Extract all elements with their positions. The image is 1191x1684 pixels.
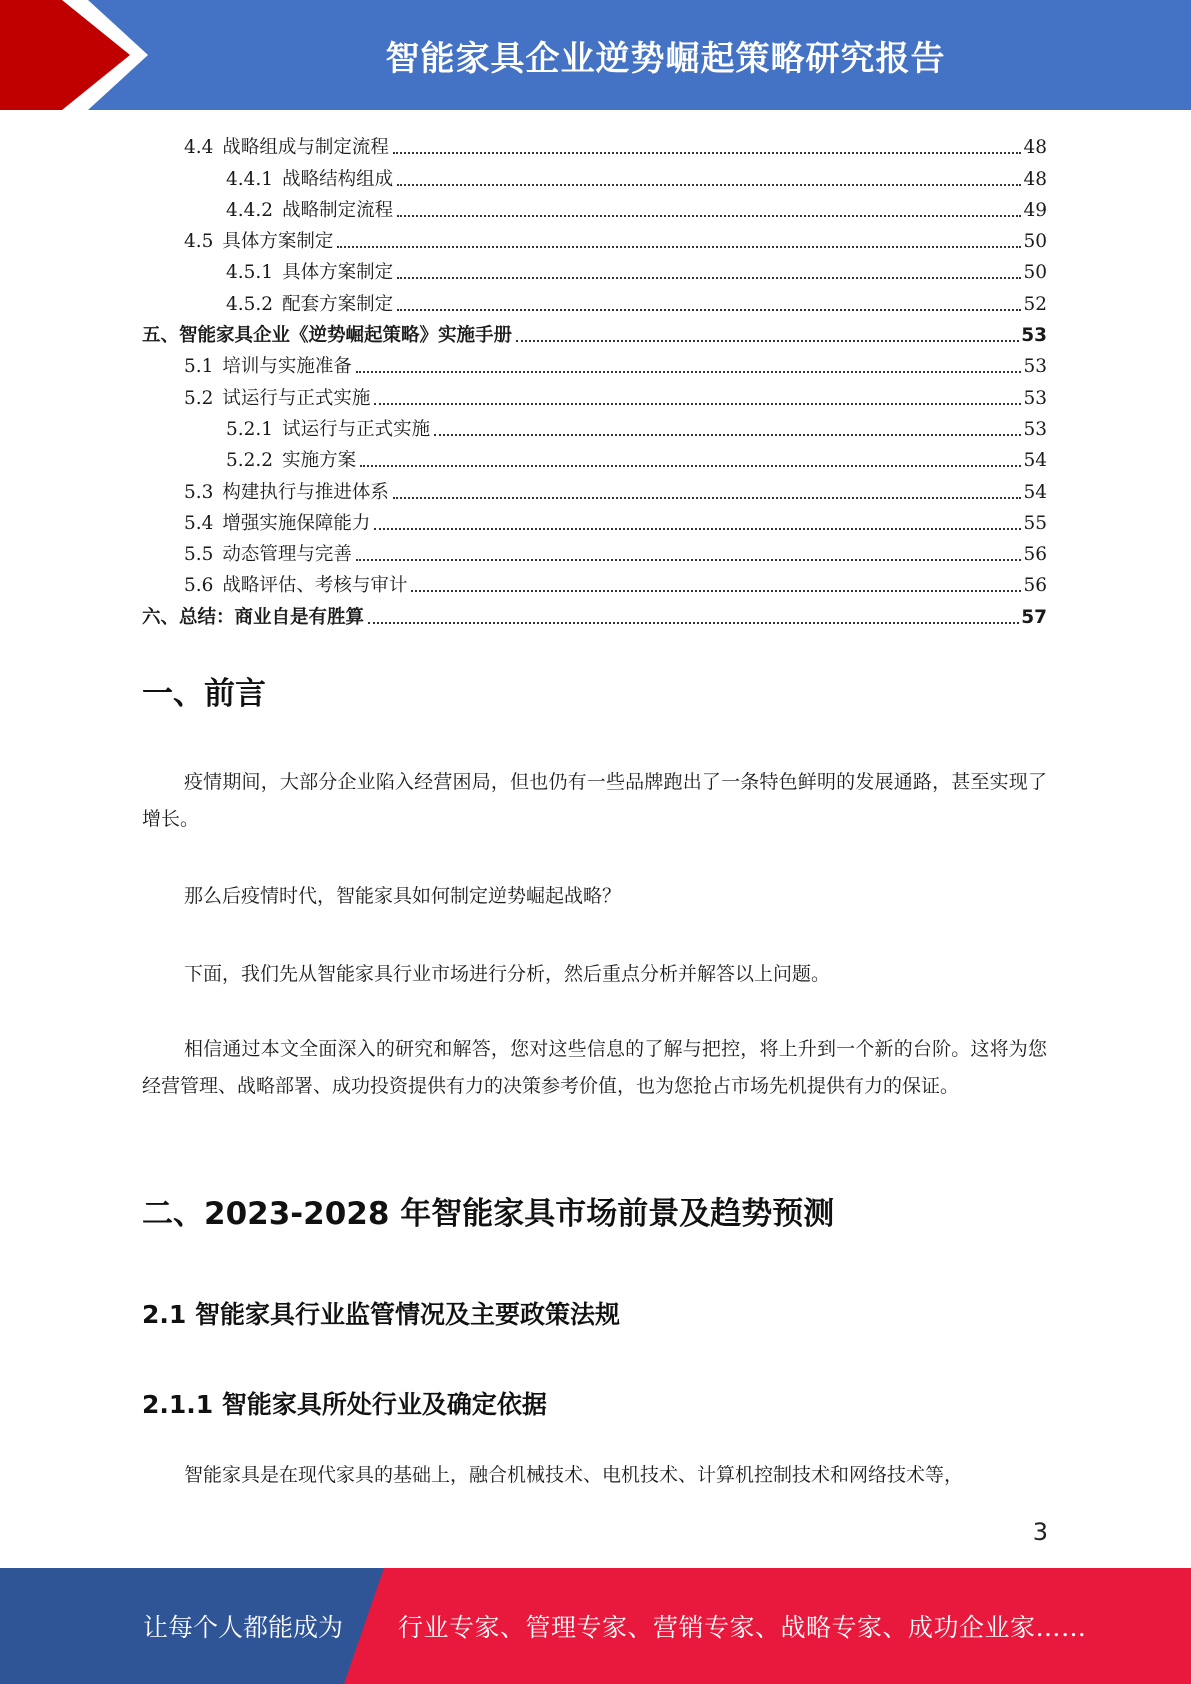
toc-entry-number: 5.6 — [184, 575, 214, 597]
toc-entry[interactable] — [142, 410, 1047, 441]
toc-entry-page: 49 — [1023, 199, 1047, 221]
arrow-logo-icon — [0, 0, 160, 110]
toc-dot-leader — [516, 340, 1019, 342]
toc-entry-page: 53 — [1023, 418, 1047, 440]
toc-entry-number: 5.2 — [184, 387, 214, 409]
toc-entry[interactable] — [142, 253, 1047, 284]
toc-entry[interactable] — [142, 316, 1047, 347]
toc-entry[interactable] — [142, 159, 1047, 190]
toc-dot-leader — [434, 434, 1021, 436]
toc-entry-number: 5.2.2 — [226, 450, 274, 472]
toc-entry[interactable] — [142, 378, 1047, 409]
toc-entry-page: 55 — [1023, 512, 1047, 534]
toc-dot-leader — [368, 622, 1019, 624]
toc-entry[interactable] — [142, 441, 1047, 472]
toc-entry-title: 构建执行与推进体系 — [222, 481, 389, 503]
toc-entry-title: 配套方案制定 — [282, 293, 394, 315]
toc-entry-number: 5.2.1 — [226, 418, 274, 440]
section-2-1-1-paragraph: 智能家具是在现代家具的基础上，融合机械技术、电机技术、计算机控制技术和网络技术等， — [184, 1464, 964, 1486]
toc-entry-title: 战略制定流程 — [282, 199, 394, 221]
toc-entry-title: 增强实施保障能力 — [222, 512, 371, 534]
toc-entry[interactable] — [142, 284, 1047, 315]
toc-entry-page: 57 — [1021, 606, 1047, 628]
toc-entry-title: 动态管理与完善 — [222, 544, 352, 566]
report-title: 智能家具企业逆势崛起策略研究报告 — [385, 38, 946, 79]
toc-entry-number: 5.4 — [184, 512, 214, 534]
toc-dot-leader — [397, 184, 1021, 186]
toc-entry-number: 4.4 — [184, 137, 214, 159]
toc-entry[interactable] — [142, 566, 1047, 597]
chapter-2-heading: 二、2023-2028 年智能家具市场前景及趋势预测 — [142, 1196, 835, 1232]
toc-entry-number: 5.3 — [184, 481, 214, 503]
preface-paragraph: 那么后疫情时代，智能家具如何制定逆势崛起战略？ — [184, 885, 622, 907]
toc-entry-title: 具体方案制定 — [222, 231, 334, 253]
toc-entry-page: 54 — [1023, 481, 1047, 503]
toc-entry[interactable] — [142, 128, 1047, 159]
toc-dot-leader — [411, 590, 1021, 592]
toc-dot-leader — [393, 152, 1022, 154]
section-2-1-heading: 2.1 智能家具行业监管情况及主要政策法规 — [142, 1300, 620, 1329]
toc-entry-number: 4.4.2 — [226, 199, 274, 221]
toc-entry[interactable] — [142, 535, 1047, 566]
toc-entry-number: 4.4.1 — [226, 168, 274, 190]
toc-entry-title: 培训与实施准备 — [222, 356, 352, 378]
toc-entry[interactable] — [142, 472, 1047, 503]
preface-heading: 一、前言 — [142, 676, 266, 712]
toc-entry-page: 53 — [1023, 387, 1047, 409]
footer-slogan-left: 让每个人都能成为 — [143, 1613, 344, 1642]
toc-dot-leader — [397, 309, 1021, 311]
page-header — [0, 0, 1191, 110]
toc-entry-page: 53 — [1023, 356, 1047, 378]
section-2-1-1-heading: 2.1.1 智能家具所处行业及确定依据 — [142, 1390, 547, 1419]
toc-entry-page: 52 — [1023, 293, 1047, 315]
toc-entry-page: 53 — [1021, 325, 1047, 347]
toc-entry[interactable] — [142, 504, 1047, 535]
toc-entry-number: 5.5 — [184, 544, 214, 566]
toc-entry-number: 4.5 — [184, 231, 214, 253]
toc-entry-title: 试运行与正式实施 — [222, 387, 371, 409]
toc-entry[interactable] — [142, 597, 1047, 628]
toc-entry-title: 试运行与正式实施 — [282, 418, 431, 440]
toc-entry-number: 4.5.1 — [226, 262, 274, 284]
toc-dot-leader — [360, 465, 1021, 467]
toc-entry-title: 具体方案制定 — [282, 262, 394, 284]
toc-entry-page: 48 — [1023, 168, 1047, 190]
toc-entry-number: 5.1 — [184, 356, 214, 378]
toc-entry[interactable] — [142, 222, 1047, 253]
toc-dot-leader — [374, 403, 1021, 405]
page-number: 3 — [1032, 1518, 1048, 1546]
page-footer — [0, 1568, 1191, 1684]
toc-entry[interactable] — [142, 347, 1047, 378]
toc-entry-page: 56 — [1023, 575, 1047, 597]
table-of-contents — [142, 128, 1047, 629]
toc-dot-leader — [397, 215, 1021, 217]
toc-entry-page: 54 — [1023, 450, 1047, 472]
toc-entry-title: 五、智能家具企业《逆势崛起策略》实施手册 — [142, 325, 513, 347]
toc-entry[interactable] — [142, 191, 1047, 222]
toc-dot-leader — [397, 277, 1021, 279]
toc-dot-leader — [356, 371, 1022, 373]
toc-dot-leader — [393, 497, 1022, 499]
preface-paragraph: 下面，我们先从智能家具行业市场进行分析，然后重点分析并解答以上问题。 — [184, 963, 831, 985]
toc-entry-title: 战略组成与制定流程 — [222, 137, 389, 159]
toc-entry-page: 56 — [1023, 544, 1047, 566]
toc-entry-title: 战略评估、考核与审计 — [222, 575, 408, 597]
toc-entry-page: 50 — [1023, 231, 1047, 253]
toc-entry-number: 4.5.2 — [226, 293, 274, 315]
toc-dot-leader — [374, 528, 1021, 530]
preface-paragraph: 疫情期间，大部分企业陷入经营困局，但也仍有一些品牌跑出了一条特色鲜明的发展通路，甚至实现了增长。 — [142, 771, 1047, 830]
toc-entry-page: 48 — [1023, 137, 1047, 159]
footer-slogan-right: 行业专家、管理专家、营销专家、战略专家、成功企业家…… — [398, 1613, 1087, 1642]
toc-dot-leader — [356, 559, 1022, 561]
toc-entry-title: 战略结构组成 — [282, 168, 394, 190]
toc-entry-title: 实施方案 — [282, 450, 357, 472]
toc-entry-title: 六、总结：商业自是有胜算 — [142, 606, 365, 628]
toc-entry-page: 50 — [1023, 262, 1047, 284]
preface-paragraph: 相信通过本文全面深入的研究和解答，您对这些信息的了解与把控，将上升到一个新的台阶。这将为您经营管理、战略部署、成功投资提供有力的决策参考价值，也为您抢占市场先机提供有力的保证。 — [142, 1038, 1047, 1097]
toc-dot-leader — [337, 246, 1021, 248]
